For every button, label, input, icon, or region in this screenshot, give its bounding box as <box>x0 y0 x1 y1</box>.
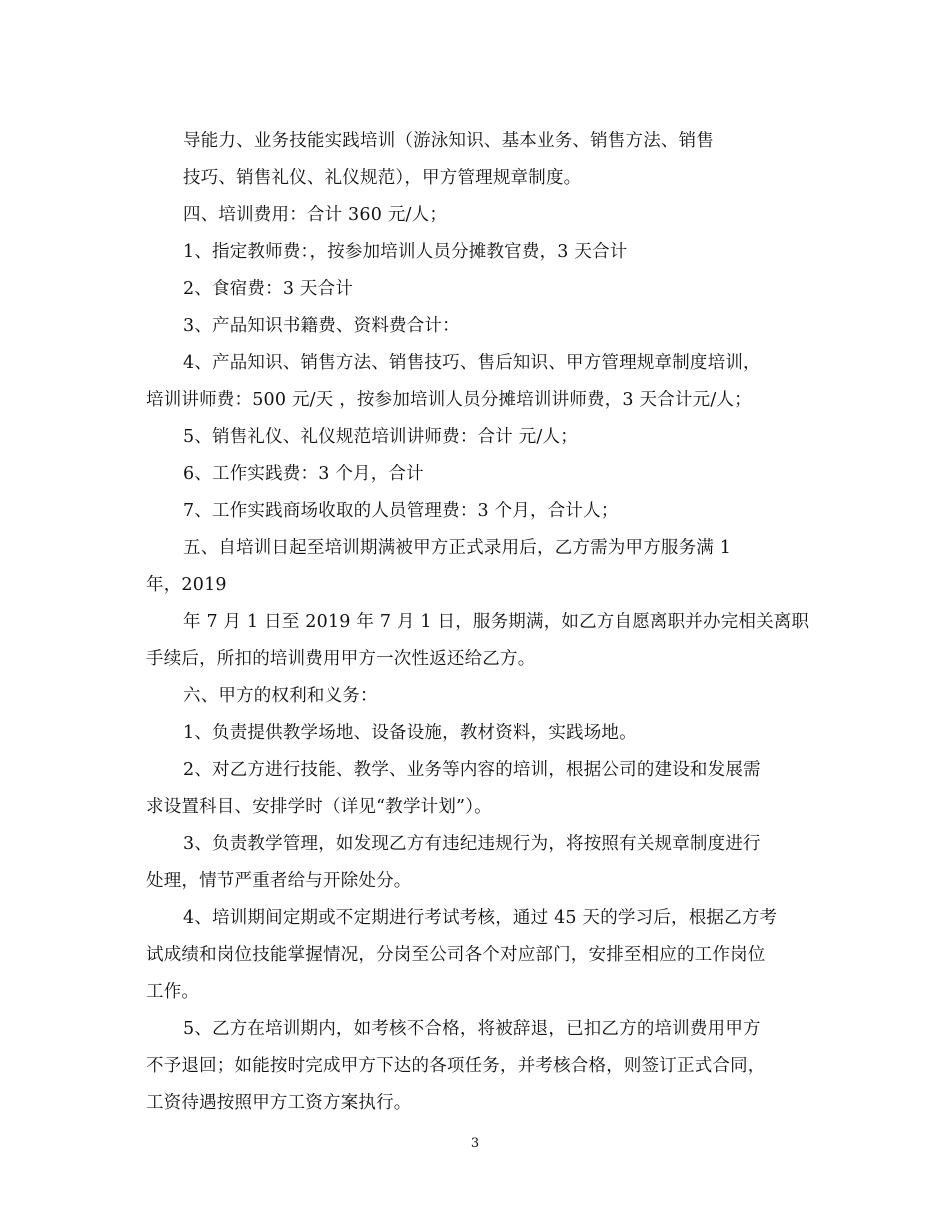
text-line: 处理，情节严重者给与开除处分。 <box>146 871 412 891</box>
text-line: 3、产品知识书籍费、资料费合计： <box>183 316 460 336</box>
text-line: 年，2019 <box>146 575 227 595</box>
text-line: 导能力、业务技能实践培训（游泳知识、基本业务、销售方法、销售 <box>183 131 714 151</box>
text-line: 2、对乙方进行技能、教学、业务等内容的培训，根据公司的建设和发展需 <box>183 760 761 780</box>
page-number: 3 <box>470 1136 480 1151</box>
text-line: 六、甲方的权利和义务： <box>183 686 378 706</box>
text-line: 5、销售礼仪、礼仪规范培训讲师费：合计 元/人； <box>183 427 578 447</box>
text-line: 7、工作实践商场收取的人员管理费：3 个月，合计人； <box>183 501 619 521</box>
text-line: 技巧、销售礼仪、礼仪规范），甲方管理规章制度。 <box>183 168 582 188</box>
text-line: 工资待遇按照甲方工资方案执行。 <box>146 1093 412 1113</box>
text-line: 2、食宿费：3 天合计 <box>183 279 354 299</box>
text-line: 求设置科目、安排学时（详见“教学计划”）。 <box>146 797 492 817</box>
text-line: 4、培训期间定期或不定期进行考试考核，通过 45 天的学习后，根据乙方考 <box>183 908 778 928</box>
text-line: 工作。 <box>146 982 200 1002</box>
text-line: 4、产品知识、销售方法、销售技巧、售后知识、甲方管理规章制度培训， <box>183 353 761 373</box>
text-line: 试成绩和岗位技能掌握情况，分岗至公司各个对应部门，安排至相应的工作岗位 <box>146 945 766 965</box>
text-line: 年 7 月 1 日至 2019 年 7 月 1 日，服务期满，如乙方自愿离职并办完相关离职 <box>183 612 810 632</box>
text-line: 五、自培训日起至培训期满被甲方正式录用后，乙方需为甲方服务满 1 <box>183 538 732 558</box>
text-line: 6、工作实践费：3 个月，合计 <box>183 464 424 484</box>
text-line: 5、乙方在培训期内，如考核不合格，将被辞退，已扣乙方的培训费用甲方 <box>183 1019 761 1039</box>
text-line: 手续后，所扣的培训费用甲方一次性返还给乙方。 <box>146 649 536 669</box>
text-line: 1、负责提供教学场地、设备设施，教材资料，实践场地。 <box>183 723 637 743</box>
text-line: 不予退回；如能按时完成甲方下达的各项任务，并考核合格，则签订正式合同， <box>146 1056 766 1076</box>
text-line: 3、负责教学管理，如发现乙方有违纪违规行为，将按照有关规章制度进行 <box>183 834 761 854</box>
text-line: 培训讲师费：500 元/天 ，按参加培训人员分摊培训讲师费，3 天合计元/人； <box>146 390 752 410</box>
text-line: 1、指定教师费：，按参加培训人员分摊教官费，3 天合计 <box>183 242 628 262</box>
text-line: 四、培训费用：合计 360 元/人； <box>183 205 448 225</box>
